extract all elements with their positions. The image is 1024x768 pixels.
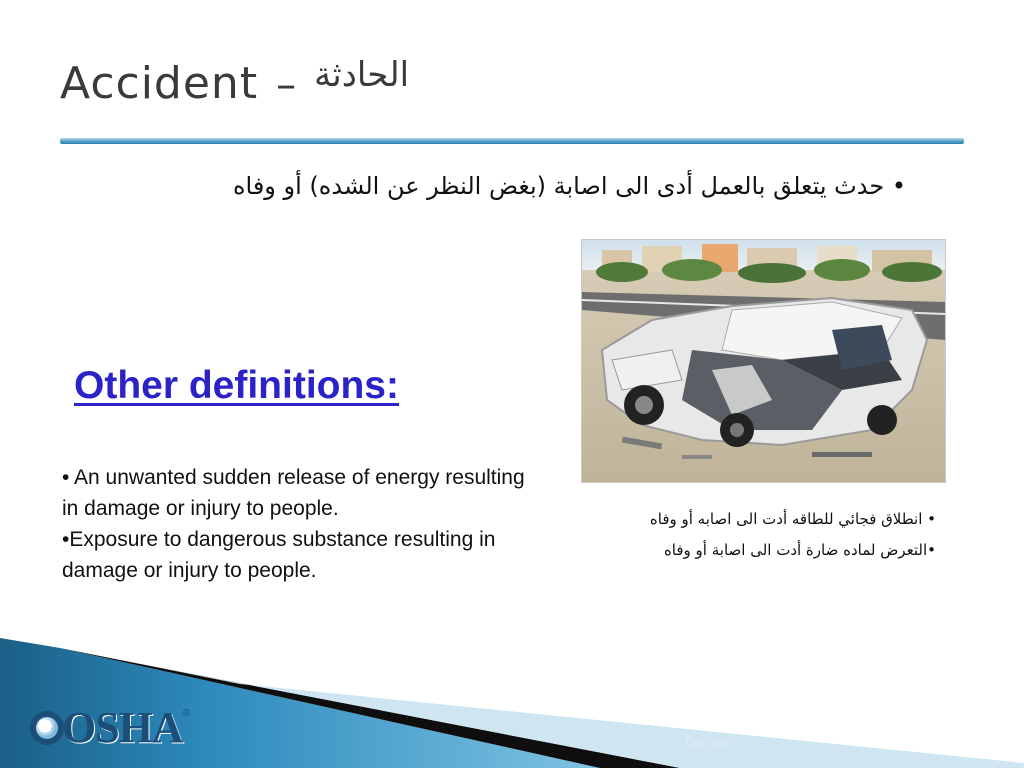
car-crash-image [582, 240, 945, 482]
title-divider [60, 138, 964, 144]
slide-title [60, 55, 410, 128]
osha-ring-icon [30, 711, 64, 745]
arabic-definition: • حدث يتعلق بالعمل أدى الى اصابة (بغض النظر عن الشده) أو وفاه [232, 172, 906, 200]
title-english: Accident [60, 58, 259, 109]
other-definitions-heading[interactable]: Other definitions: [74, 364, 399, 407]
arabic-definition-item: •التعرض لماده ضارة أدت الى اصابة أو وفاه [663, 541, 936, 559]
osha-wordmark: OSHA [62, 703, 183, 752]
footer-doc-title: Doc title [686, 736, 730, 750]
english-definition-item: •Exposure to dangerous substance resulting in damage or injury to people. [62, 528, 496, 582]
osha-logo [30, 704, 190, 752]
arabic-definitions-list [516, 504, 936, 566]
title-arabic: الحادثة [314, 55, 410, 95]
registered-mark: ® [182, 708, 191, 719]
title-separator: – [276, 62, 297, 108]
arabic-definition-item: • انطلاق فجائي للطاقه أدت الى اصابه أو وفاه [649, 510, 936, 528]
english-definitions-list [62, 462, 542, 586]
english-definition-item: • An unwanted sudden release of energy resulting in damage or injury to people. [62, 466, 525, 520]
car-crash-photo [581, 239, 946, 483]
